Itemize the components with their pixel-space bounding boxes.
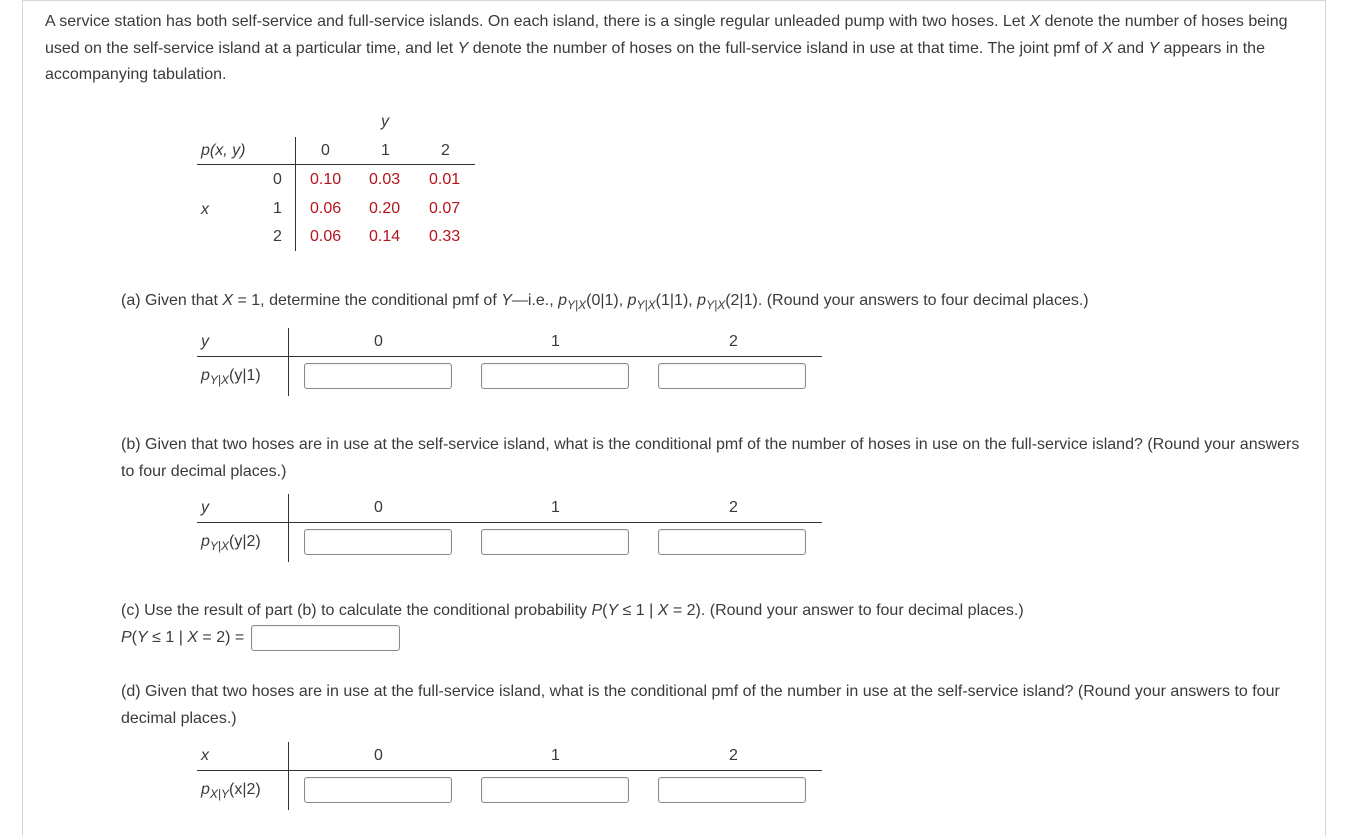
col-header: 2 [729, 747, 738, 764]
row-label-x: x [201, 747, 209, 764]
column-divider [288, 742, 289, 810]
table-cell: 0.14 [369, 228, 401, 245]
row-label-y: y [201, 499, 209, 516]
row-header: 1 [273, 200, 282, 217]
row-header: 2 [273, 228, 282, 245]
header-rule [197, 356, 822, 357]
col-header: 2 [729, 333, 738, 350]
row-header: 0 [273, 171, 282, 188]
table-cell: 0.20 [369, 200, 401, 217]
answer-b-2-input[interactable] [658, 529, 806, 555]
answer-b-0-input[interactable] [304, 529, 452, 555]
row-variable-label: x [201, 201, 209, 218]
problem-statement: A service station has both self-service and full-service islands. On each island, there is a single regular unleaded pump with two hoses. Let X denote the number of hoses being used on the self-service island at a particular time, and let Y denote the number of hoses on the full-service island in use at that time. The joint pmf of X and Y appears in the accompanying tabulation. [45, 13, 1288, 83]
answer-a-1-input[interactable] [481, 363, 629, 389]
col-header: 1 [381, 142, 390, 159]
header-rule [197, 770, 822, 771]
joint-pmf-corner-label: p(x, y) [201, 142, 246, 159]
answer-a-2-input[interactable] [658, 363, 806, 389]
col-header: 1 [551, 747, 560, 764]
table-cell: 0.01 [429, 171, 461, 188]
conditional-pmf-label: $p_{X|Y}(x|2)$ [201, 781, 261, 801]
conditional-pmf-label: $p_{Y|X}(y|2)$ [201, 533, 261, 553]
col-header: 2 [441, 142, 450, 159]
answer-d-2-input[interactable] [658, 777, 806, 803]
col-header: 1 [551, 333, 560, 350]
column-divider [288, 494, 289, 562]
header-rule [197, 164, 475, 165]
header-rule [197, 522, 822, 523]
answer-b-1-input[interactable] [481, 529, 629, 555]
part-b-question: (b) Given that two hoses are in use at the self-service island, what is the conditional pmf of the number of hoses in use on the full-service island? (Round your answers to four decimal places.) [121, 436, 1300, 480]
col-header: 0 [374, 747, 383, 764]
table-cell: 0.03 [369, 171, 401, 188]
answer-d-1-input[interactable] [481, 777, 629, 803]
table-cell: 0.06 [310, 228, 342, 245]
table-cell: 0.10 [310, 171, 342, 188]
answer-a-0-input[interactable] [304, 363, 452, 389]
column-divider [295, 137, 296, 251]
row-label-y: y [201, 333, 209, 350]
col-variable-label: y [381, 113, 389, 130]
column-divider [288, 328, 289, 396]
col-header: 1 [551, 499, 560, 516]
col-header: 0 [374, 333, 383, 350]
part-c-question: (c) Use the result of part (b) to calculate the conditional probability P(Y ≤ 1 | X = 2). (Round your answer to four decimal places.) [121, 602, 1024, 619]
col-header: 2 [729, 499, 738, 516]
part-c-equation-label: P(Y ≤ 1 | X = 2) = [121, 629, 245, 646]
answer-c-input[interactable] [251, 625, 400, 651]
table-cell: 0.33 [429, 228, 461, 245]
part-a-question: (a) Given that X = 1, determine the conditional pmf of Y—i.e., $p_{Y|X}(0|1)$, $p_{Y|X}(1|1)$, $p_{Y|X}(2|1)$. (Round your answers to four decimal places.) [121, 292, 1089, 312]
table-cell: 0.06 [310, 200, 342, 217]
part-d-question: (d) Given that two hoses are in use at the full-service island, what is the conditional pmf of the number in use at the self-service island? (Round your answers to four decimal places.) [121, 683, 1280, 727]
answer-d-0-input[interactable] [304, 777, 452, 803]
col-header: 0 [374, 499, 383, 516]
table-cell: 0.07 [429, 200, 461, 217]
col-header: 0 [321, 142, 330, 159]
conditional-pmf-label: $p_{Y|X}(y|1)$ [201, 367, 261, 387]
